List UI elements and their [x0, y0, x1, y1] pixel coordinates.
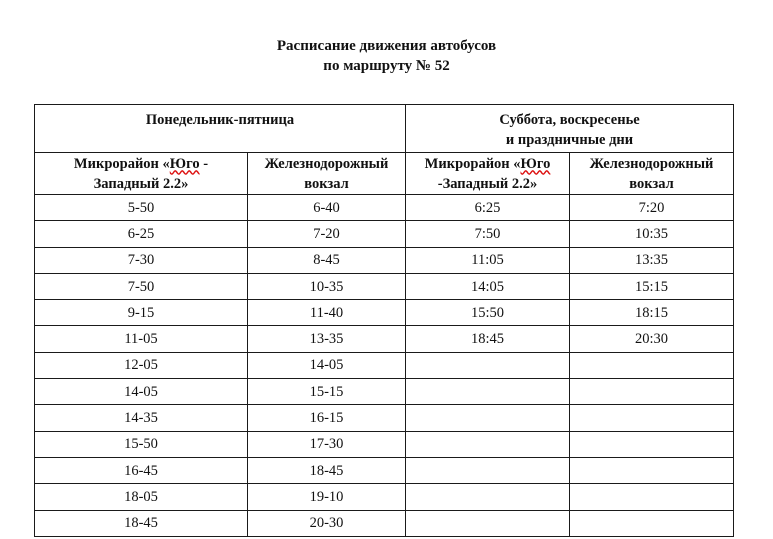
weekday-departure-cell: 5-50 [35, 195, 248, 221]
weekday-arrival-cell: 17-30 [248, 431, 406, 457]
weekend-arrival-cell [570, 484, 734, 510]
weekend-departure-cell: 11:05 [406, 247, 570, 273]
weekday-departure-cell: 9-15 [35, 300, 248, 326]
table-row [35, 352, 734, 378]
column-header-row [35, 153, 734, 195]
col-weekend-to [570, 153, 734, 195]
weekend-arrival-cell: 18:15 [570, 300, 734, 326]
col-weekday-to-line1: Железнодорожный [264, 155, 389, 172]
table-row [35, 247, 734, 273]
weekday-arrival-cell: 6-40 [248, 195, 406, 221]
col-weekend-from-line2: -Западный 2.2» [437, 175, 538, 192]
weekday-arrival-cell: 18-45 [248, 457, 406, 483]
col-weekday-from-line1: Микрорайон «Юго - [73, 155, 209, 172]
weekend-departure-cell [406, 352, 570, 378]
weekend-departure-cell [406, 431, 570, 457]
weekend-group-label-line2: и праздничные дни [505, 132, 634, 148]
schedule-table [34, 104, 734, 537]
col-weekend-to-line2: вокзал [629, 175, 674, 192]
weekend-arrival-cell: 7:20 [570, 195, 734, 221]
table-row [35, 405, 734, 431]
weekday-departure-cell: 15-50 [35, 431, 248, 457]
weekday-departure-cell: 6-25 [35, 221, 248, 247]
weekend-departure-cell: 15:50 [406, 300, 570, 326]
weekend-departure-cell: 6:25 [406, 195, 570, 221]
weekend-departure-cell: 7:50 [406, 221, 570, 247]
weekday-departure-cell: 14-35 [35, 405, 248, 431]
weekday-arrival-cell: 11-40 [248, 300, 406, 326]
weekend-arrival-cell [570, 405, 734, 431]
weekend-arrival-cell: 20:30 [570, 326, 734, 352]
weekend-arrival-cell: 13:35 [570, 247, 734, 273]
weekend-arrival-cell [570, 431, 734, 457]
weekend-arrival-cell: 10:35 [570, 221, 734, 247]
weekday-departure-cell: 14-05 [35, 379, 248, 405]
weekday-departure-cell: 7-30 [35, 247, 248, 273]
weekend-departure-cell [406, 379, 570, 405]
weekday-arrival-cell: 14-05 [248, 352, 406, 378]
weekday-departure-cell: 16-45 [35, 457, 248, 483]
weekend-arrival-cell [570, 510, 734, 536]
col-weekend-from [406, 153, 570, 195]
weekend-arrival-cell [570, 352, 734, 378]
table-row [35, 510, 734, 536]
col-weekday-to-line2: вокзал [304, 175, 349, 192]
table-row [35, 221, 734, 247]
weekend-departure-cell [406, 484, 570, 510]
weekend-group-label-line1: Суббота, воскресенье [499, 112, 640, 128]
weekend-departure-cell [406, 510, 570, 536]
title-line-1: Расписание движения автобусов [276, 38, 497, 54]
weekend-arrival-cell: 15:15 [570, 273, 734, 299]
weekday-arrival-cell: 10-35 [248, 273, 406, 299]
col-weekday-from [35, 153, 248, 195]
group-header-row [35, 105, 734, 153]
weekday-departure-cell: 12-05 [35, 352, 248, 378]
table-row [35, 457, 734, 483]
weekday-departure-cell: 7-50 [35, 273, 248, 299]
weekday-arrival-cell: 15-15 [248, 379, 406, 405]
title-line-2: по маршруту № 52 [323, 58, 450, 74]
col-weekday-to [248, 153, 406, 195]
weekday-departure-cell: 18-05 [35, 484, 248, 510]
col-weekend-to-line1: Железнодорожный [589, 155, 714, 172]
weekday-departure-cell: 18-45 [35, 510, 248, 536]
weekday-arrival-cell: 13-35 [248, 326, 406, 352]
weekday-arrival-cell: 20-30 [248, 510, 406, 536]
table-row [35, 300, 734, 326]
weekday-group-header [35, 105, 406, 153]
weekday-arrival-cell: 16-15 [248, 405, 406, 431]
document-title [0, 36, 773, 76]
weekday-arrival-cell: 19-10 [248, 484, 406, 510]
weekday-group-label: Понедельник-пятница [145, 112, 295, 128]
weekend-group-header [406, 105, 734, 153]
table-row [35, 195, 734, 221]
weekday-arrival-cell: 8-45 [248, 247, 406, 273]
weekend-departure-cell: 14:05 [406, 273, 570, 299]
weekday-arrival-cell: 7-20 [248, 221, 406, 247]
weekend-departure-cell: 18:45 [406, 326, 570, 352]
table-row [35, 379, 734, 405]
weekend-departure-cell [406, 457, 570, 483]
col-weekend-from-line1: Микрорайон «Юго [424, 155, 551, 172]
table-row [35, 273, 734, 299]
weekend-arrival-cell [570, 457, 734, 483]
table-row [35, 326, 734, 352]
weekend-departure-cell [406, 405, 570, 431]
table-row [35, 484, 734, 510]
weekday-departure-cell: 11-05 [35, 326, 248, 352]
weekend-arrival-cell [570, 379, 734, 405]
col-weekday-from-line2: Западный 2.2» [93, 175, 189, 192]
table-row [35, 431, 734, 457]
